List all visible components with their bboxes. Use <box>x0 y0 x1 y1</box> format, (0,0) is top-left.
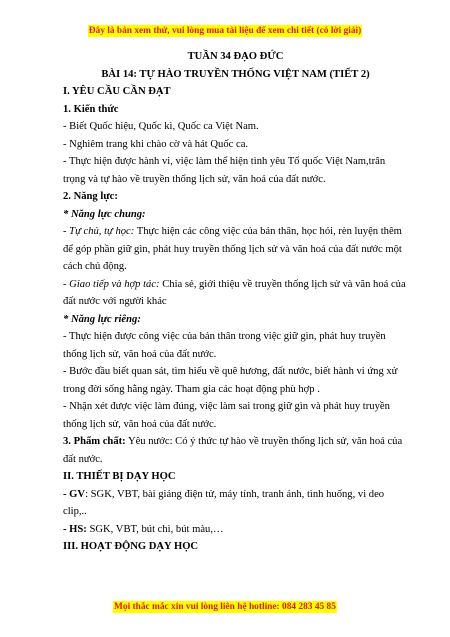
knowledge-title: 1. Kiến thức <box>63 103 119 115</box>
section-3-title: III. HOẠT ĐỘNG DẠY HỌC <box>63 541 199 552</box>
general-skills-title: * Năng lực chung: <box>63 208 146 220</box>
hs-text: SGK, VBT, bút chì, bút màu,… <box>86 523 224 535</box>
preview-banner <box>0 26 450 36</box>
specific-skills-title: * Năng lực riêng: <box>63 313 141 325</box>
preview-banner-text: Đây là bản xem thử, vui lòng mua tài liệu để xem chi tiết (có lời giải) <box>88 26 362 36</box>
lesson-content <box>63 48 408 556</box>
section-2-title: II. THIẾT BỊ DẠY HỌC <box>63 471 176 482</box>
hotline-banner <box>0 602 450 612</box>
gv-text: : SGK, VBT, bài giảng điện tử, máy tính, tranh ảnh, tình huống, vi deo clip,.. <box>63 488 385 517</box>
communication-paragraph <box>63 276 408 311</box>
student-equipment <box>63 521 408 539</box>
communication-text: Chia sẻ, giới thiệu về truyền thống lịch sử và văn hoá của đất nước với người khác <box>63 278 406 307</box>
lesson-title: BÀI 14: TỰ HÀO TRUYỀN THỐNG VIỆT NAM (TIẾT 2) <box>101 68 370 80</box>
hs-label: - HS: <box>63 523 87 535</box>
quality-label: 3. Phẩm chất: <box>63 436 126 447</box>
quality-text: Yêu nước: Có ý thức tự hào về truyền thống lịch sử, văn hoá của đất nước. <box>63 436 403 465</box>
communication-label: - Giao tiếp và hợp tác: <box>63 278 160 290</box>
quality-paragraph <box>63 433 408 468</box>
knowledge-item: - Biết Quốc hiệu, Quốc kì, Quốc ca Việt Nam. <box>63 121 259 132</box>
section-1-title: I. YÊU CẦU CẦN ĐẠT <box>63 86 171 97</box>
week-title: TUẦN 34 ĐẠO ĐỨC <box>187 51 284 62</box>
self-study-label: - Tự chủ, tự học: <box>63 226 135 237</box>
knowledge-item: - Thực hiện được hành vi, việc làm thể hiện tình yêu Tổ quốc Việt Nam,trân trọng và tự hào về truyền thống lịch sử, văn hoá của đất nước. <box>63 156 386 185</box>
specific-skill-item: - Nhận xét được việc làm đúng, việc làm sai trong giữ gìn và phát huy truyền thống lịch sử, văn hoá của đất nước. <box>63 401 390 430</box>
self-study-paragraph <box>63 223 408 276</box>
specific-skill-item: - Bước đầu biết quan sát, tìm hiểu về quê hương, đất nước, biết hành vi ứng xử trong đời sống hằng ngày. Tham gia các hoạt động phù hợp . <box>63 366 398 395</box>
skills-title: 2. Năng lực: <box>63 191 118 202</box>
specific-skill-item: - Thực hiện được công việc của bản thân trong việc giữ gìn, phát huy truyền thống lịch sử, văn hoá của đất nước. <box>63 331 386 360</box>
gv-label: - GV <box>63 488 86 500</box>
knowledge-item: - Nghiêm trang khi chào cờ và hát Quốc ca. <box>63 138 249 150</box>
self-study-text: Thực hiện các công việc của bản thân, học hỏi, rèn luyện thêm để góp phần giữ gìn, phát huy truyền thống lịch sử và văn hoá của đất nước một cách chủ động. <box>63 226 402 272</box>
hotline-banner-text: Mọi thắc mắc xin vui lòng liên hệ hotline: 084 283 45 85 <box>114 602 336 612</box>
teacher-equipment <box>63 486 408 521</box>
